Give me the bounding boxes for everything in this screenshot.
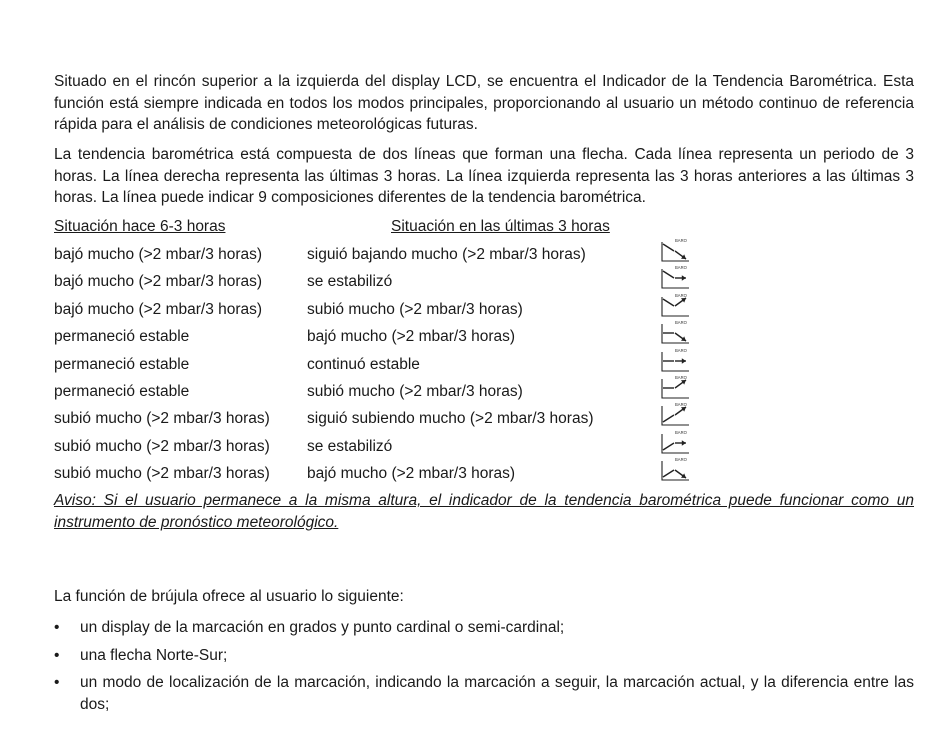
table-row [54, 293, 914, 325]
trend-steady-down-icon [661, 320, 691, 344]
table-row [54, 348, 914, 380]
trend-down-up-icon [661, 293, 691, 317]
list-item-text: un modo de localización de la marcación, indicando la marcación a seguir, la marcación actual, y la diferencia entre las dos; [80, 674, 914, 713]
list-item [54, 672, 914, 715]
list-item-text: un display de la marcación en grados y punto cardinal o semi-cardinal; [80, 619, 565, 636]
svg-text:BARO: BARO [675, 457, 687, 462]
table-row [54, 320, 914, 352]
previous-trend-cell: subió mucho (>2 mbar/3 horas) [54, 465, 270, 482]
svg-text:BARO: BARO [675, 293, 687, 298]
table-row [54, 375, 914, 407]
previous-trend-cell: subió mucho (>2 mbar/3 horas) [54, 410, 270, 427]
list-item [54, 645, 914, 667]
last-trend-cell: se estabilizó [307, 273, 393, 290]
bullet-icon: • [54, 619, 60, 636]
forecast-note: Aviso: Si el usuario permanece a la misma altura, el indicador de la tendencia barométrica puede funcionar como un instrumento de pronóstico meteorológico. [54, 492, 914, 531]
last-trend-cell: subió mucho (>2 mbar/3 horas) [307, 301, 523, 318]
header-last-period: Situación en las últimas 3 horas [391, 218, 610, 235]
table-row [54, 238, 914, 270]
barometric-detail-paragraph: La tendencia barométrica está compuesta de dos líneas que forman una flecha. Cada línea representa un periodo de 3 horas. La línea derecha representa las últimas 3 horas. La línea izquierda representa las 3 horas anteriores a las últimas 3 horas. La línea puede indicar 9 composiciones diferentes de la tendencia barométrica. [54, 146, 914, 206]
svg-text:BARO: BARO [675, 238, 687, 243]
table-row [54, 430, 914, 462]
svg-text:BARO: BARO [675, 348, 687, 353]
last-trend-cell: siguió subiendo mucho (>2 mbar/3 horas) [307, 410, 594, 427]
previous-trend-cell: permaneció estable [54, 383, 190, 400]
bullet-icon: • [54, 674, 60, 691]
compass-intro: La función de brújula ofrece al usuario lo siguiente: [54, 588, 404, 605]
svg-text:BARO: BARO [675, 430, 687, 435]
trend-down-steady-icon [661, 265, 691, 289]
table-row [54, 402, 914, 434]
trend-steady-up-icon [661, 375, 691, 399]
trend-up-up-icon [661, 402, 691, 426]
svg-text:BARO: BARO [675, 265, 687, 270]
trend-up-down-icon [661, 457, 691, 481]
svg-text:BARO: BARO [675, 375, 687, 380]
previous-trend-cell: bajó mucho (>2 mbar/3 horas) [54, 246, 263, 263]
last-trend-cell: subió mucho (>2 mbar/3 horas) [307, 383, 523, 400]
last-trend-cell: siguió bajando mucho (>2 mbar/3 horas) [307, 246, 586, 263]
svg-text:BARO: BARO [675, 320, 687, 325]
trend-steady-steady-icon [661, 348, 691, 372]
svg-text:BARO: BARO [675, 402, 687, 407]
previous-trend-cell: bajó mucho (>2 mbar/3 horas) [54, 273, 263, 290]
previous-trend-cell: permaneció estable [54, 328, 190, 345]
list-item-text: una flecha Norte-Sur; [80, 646, 228, 664]
compass-feature-list [54, 617, 914, 721]
last-trend-cell: continuó estable [307, 356, 420, 373]
table-row [54, 265, 914, 297]
barometric-intro-paragraph: Situado en el rincón superior a la izquierda del display LCD, se encuentra el Indicador de la Tendencia Barométrica. Esta función está siempre indicada en todos los modos principales, proporcionando al usuario un método continuo de referencia rápida para el análisis de condiciones meteorológicas futuras. [54, 73, 914, 133]
last-trend-cell: bajó mucho (>2 mbar/3 horas) [307, 328, 516, 345]
trend-table-header [54, 218, 914, 240]
list-item [54, 617, 914, 639]
table-row [54, 457, 914, 489]
previous-trend-cell: bajó mucho (>2 mbar/3 horas) [54, 301, 263, 318]
last-trend-cell: bajó mucho (>2 mbar/3 horas) [307, 465, 516, 482]
bullet-icon: • [54, 646, 60, 664]
trend-up-steady-icon [661, 430, 691, 454]
trend-down-down-icon [661, 238, 691, 262]
previous-trend-cell: permaneció estable [54, 356, 190, 373]
previous-trend-cell: subió mucho (>2 mbar/3 horas) [54, 438, 270, 455]
last-trend-cell: se estabilizó [307, 438, 393, 455]
header-previous-period: Situación hace 6-3 horas [54, 218, 226, 235]
